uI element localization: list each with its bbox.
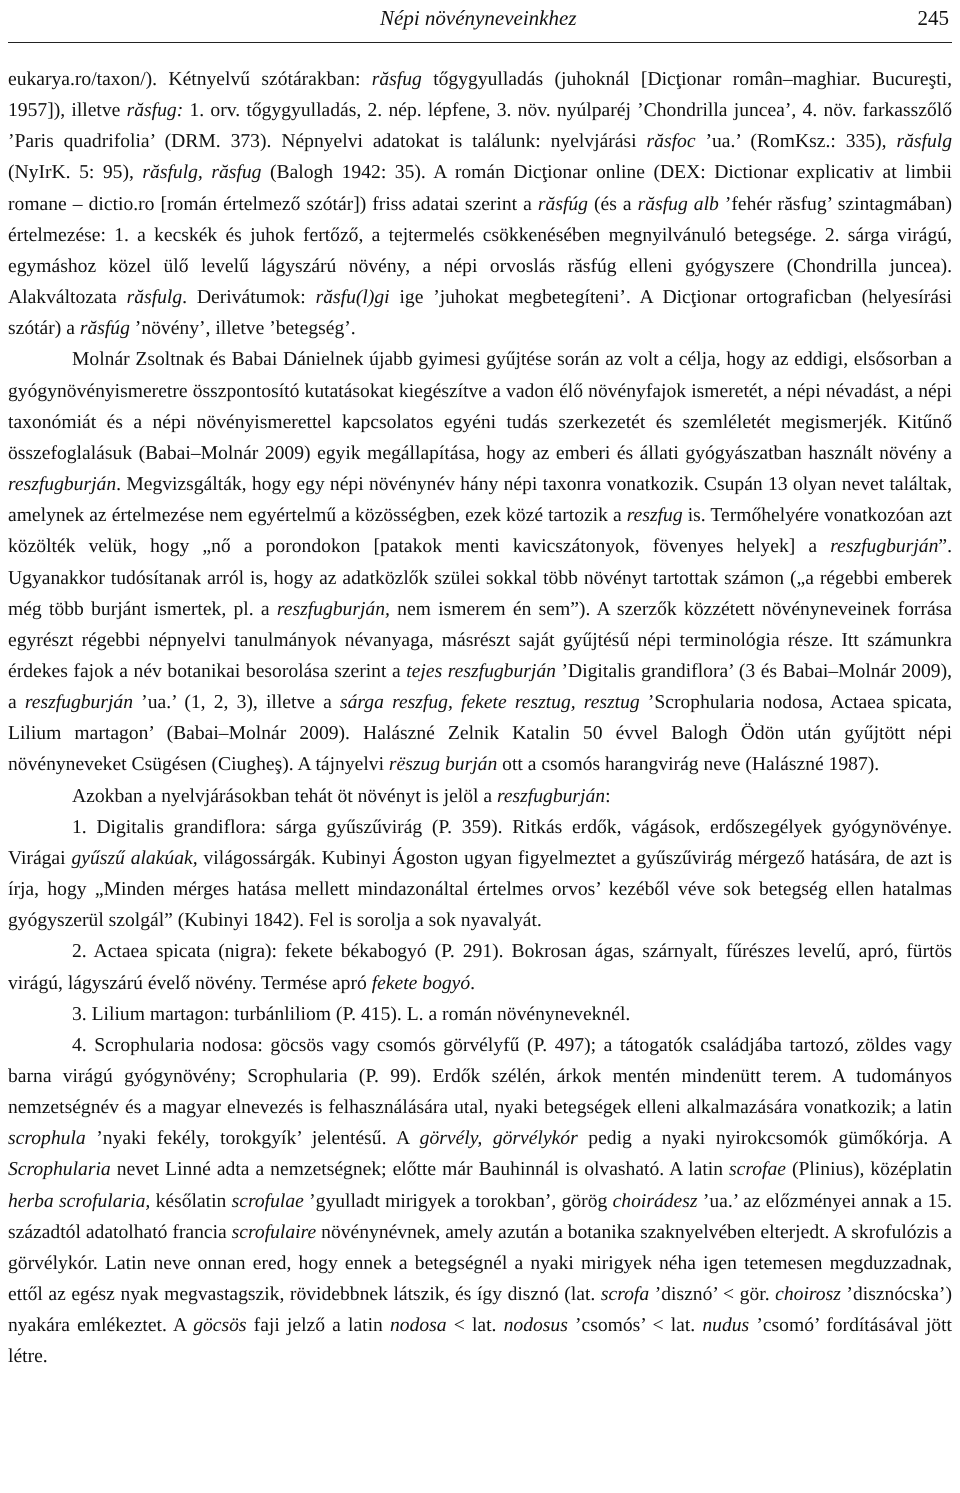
paragraph: eukarya.ro/taxon/). Kétnyelvű szótárakban: răsfug tőgygyulladás (juhoknál [Dicţionar român–maghiar. Bucureşti, 1957]), illetve răsfug: 1. orv. tőgygyulladás, 2. nép. lépfene, 3. növ. nyúlparéj ’Chondrilla juncea’, 4. növ. farkasszőlő ’Paris quadrifolia’ (DRM. 373). Népnyelvi adatokat is találunk: nyelvjárási răsfoc ’ua.’ (RomKsz.: 335), răsfulg (NyIrK. 5: 95), răsfulg, răsfug (Balogh 1942: 35). A román Dicţionar online (DEX: Dictionar explicativ at limbii romane – dictio.ro [román értelmező szótár]) friss adatai szerint a răsfúg (és a răsfug alb ’fehér răsfug’ szintagmában) értelmezése: 1. a kecskék és juhok fertőző, a tejtermelés csökkenésében megnyilvánuló betegsége. 2. sárga virágú, egymáshoz közel ülő levelű lágyszárú növény, a népi orvoslás răsfúg elleni gyógyszere (Chondrilla juncea). Alakváltozata răsfulg. Derivátumok: răsfu(l)gi ige ’juhokat megbetegíteni’. A Dicţionar ortograficban (helyesírási szótár) a răsfúg ’növény’, illetve ’betegség’.	[8, 69, 952, 340]
list-item-paragraph: 2. Actaea spicata (nigra): fekete békabogyó (P. 291). Bokrosan ágas, szárnyalt, fűrészes levelű, apró, fürtös virágú, lágyszárú évelő növény. Termése apró fekete bogyó.	[8, 941, 952, 994]
list-item-paragraph: 4. Scrophularia nodosa: göcsös vagy csomós görvélyfű (P. 497); a tátogatók családjába tartozó, zöldes vagy barna virágú gyógynövény; Scrophularia (P. 99). Erdők szélén, árkok mentén mindenütt terem. A tudományos nemzetségnév és a magyar elnevezés is felhasználására utal, nyaki betegségek elleni alkalmazására vonatkozik; a latin scrophula ’nyaki fekély, torokgyík’ jelentésű. A görvély, görvélykór pedig a nyaki nyirokcsomók gümőkórja. A Scrophularia nevet Linné adta a nemzetségnek; előtte már Bauhinnál is olvasható. A latin scrofae (Plinius), középlatin herba scrofularia, későlatin scrofulae ’gyulladt mirigyek a torokban’, görög choirádesz ’ua.’ az előzményei annak a 15. századtól adatolható francia scrofulaire növénynévnek, amely azután a botanika szaknyelvében elterjedt. A skrofulózis a görvélykór. Latin neve onnan ered, hogy ennek a betegségnél a nyaki mirigyek néha igen tetemesen megduzzadnak, ettől az egész nyak megvastagszik, rövidebbnek látszik, és így disznó (lat. scrofa ’disznó’ < gör. choirosz ’disznócska’) nyakára emlékeztet. A göcsös faji jelző a latin nodosa < lat. nodosus ’csomós’ < lat. nudus ’csomó’ fordításával jött létre.	[8, 1034, 952, 1368]
page-header	[8, 0, 952, 43]
list-item-paragraph: 3. Lilium martagon: turbánliliom (P. 415). L. a román növényneveknél.	[72, 1003, 631, 1025]
body-text	[8, 64, 952, 1373]
list-item-paragraph: 1. Digitalis grandiflora: sárga gyűszűvirág (P. 359). Ritkás erdők, vágások, erdőszegélyek gyógynövénye. Virágai gyűszű alakúak, világossárgák. Kubinyi Ágoston ugyan figyelmeztet a gyűszűvirág mérgező hatására, de azt is írja, hogy „Minden mérges hatása mellett mindazonáltal értelmes orvos’ kezéből véve sok betegség ellen hatalmas gyógyszerül szolgál” (Kubinyi 1842). Fel is sorolja a sok nyavalyát.	[8, 816, 952, 932]
page-number: 245	[917, 6, 949, 30]
running-title: Népi növényneveinkhez	[380, 6, 577, 30]
paragraph: Azokban a nyelvjárásokban tehát öt növényt is jelöl a reszfugburján:	[72, 785, 611, 807]
paragraph: Molnár Zsoltnak és Babai Dánielnek újabb gyimesi gyűjtése során az volt a célja, hogy az eddigi, elsősorban a gyógynövényismeretre összpontosító kutatásokat kiegészítve a vadon élő növényfajok ismeretét, a népi névadást, a népi taxonómiát és a népi növényismerettel kapcsolatos egyéni tudás szerkezetét és szemléletét megismerjék. Kitűnő összefoglalásuk (Babai–Molnár 2009) egyik megállapítása, hogy az emberi és állati gyógyászatban használt növény a reszfugburján. Megvizsgálták, hogy egy népi növénynév hány népi taxonra vonatkozik. Csupán 13 olyan nevet találtak, amelynek az értelmezése nem egyértelmű a közösségben, ezek közé tartozik a reszfug is. Termőhelyére vonatkozóan azt közölték velük, hogy „nő a porondokon [patakok menti kavicszátonyok, fövenyes helyek] a reszfugburján”. Ugyanakkor tudósítanak arról is, hogy az adatközlők szülei sokkal több növényt tartottak számon („a régebbi emberek még több burjánt ismertek, pl. a reszfugburján, nem ismerem én sem”). A szerzők közzétett növényneveinek forrása egyrészt régebbi népnyelvi tanulmányok névanyaga, másrészt saját gyűjtésű népi terminológia része. Itt számunkra érdekes fajok a név botanikai besorolása szerint a tejes reszfugburján ’Digitalis grandiflora’ (3 és Babai–Molnár 2009), a reszfugburján ’ua.’ (1, 2, 3), illetve a sárga reszfug, fekete resztug, resztug ’Scrophularia nodosa, Actaea spicata, Lilium martagon’ (Babai–Molnár 2009). Halászné Zelnik Katalin 50 évvel Balogh Ödön után gyűjtött népi növényneveket Csügésen (Ciugheş). A tájnyelvi rëszug burján ott a csomós harangvirág neve (Halászné 1987).	[8, 349, 953, 776]
